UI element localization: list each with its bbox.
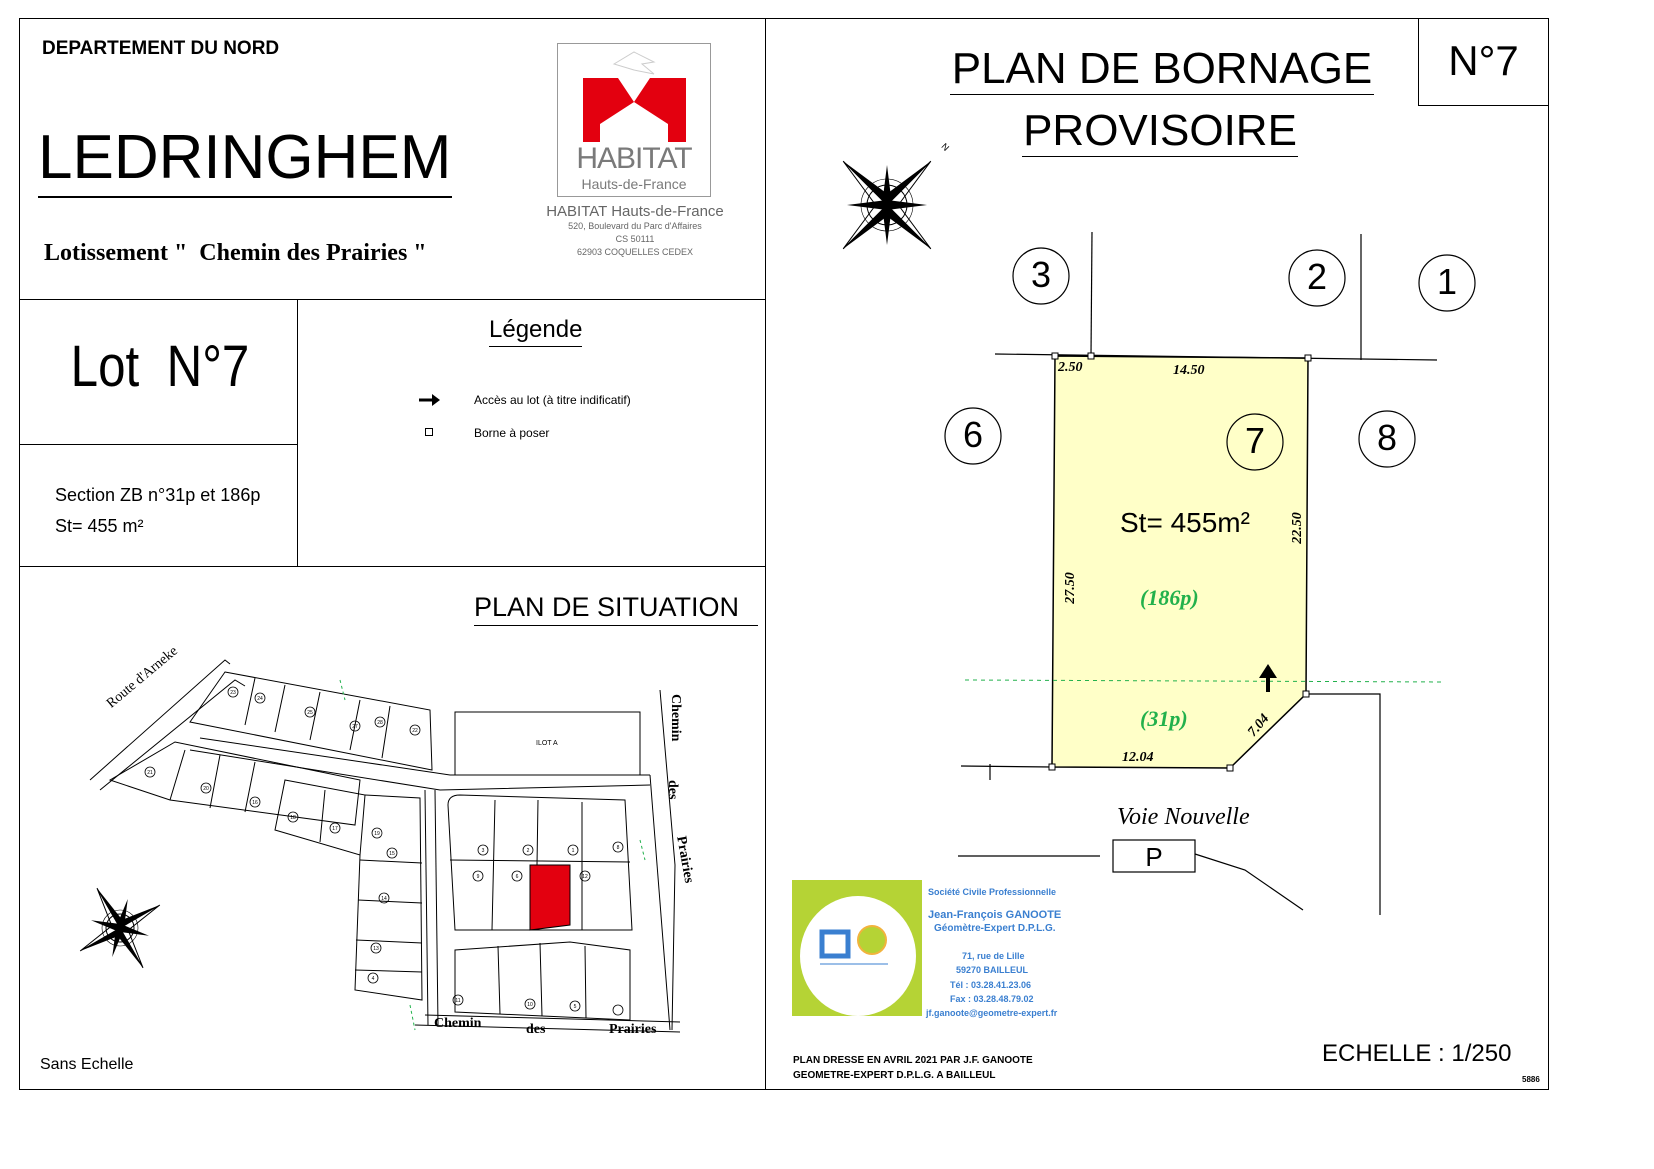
legend-item-marker: Borne à poser (474, 426, 550, 440)
logo-address3: 62903 COQUELLES CEDEX (576, 247, 694, 257)
plan-title-line2: PROVISOIRE (1023, 106, 1297, 155)
label-chemin-top-2: des (665, 780, 680, 800)
department-label: DEPARTEMENT DU NORD (42, 38, 280, 59)
neighbor-8: 8 (1376, 417, 1398, 458)
situation-title: PLAN DE SITUATION (474, 592, 758, 626)
habitat-logo (557, 43, 711, 197)
dim-top: 14.50 (1173, 363, 1205, 378)
footer-line1: PLAN DRESSE EN AVRIL 2021 PAR J.F. GANOOTE (793, 1055, 1033, 1066)
neighbor-6: 6 (962, 414, 984, 455)
logo-company: HABITAT Hauts-de-France (546, 203, 724, 220)
label-chemin-top-3: Prairies (673, 835, 697, 885)
situation-lot-number: 14 (381, 896, 387, 902)
divider-vertical (297, 299, 298, 567)
lot-surface-label: St= 455m² (1120, 507, 1250, 538)
surveyor-city: 59270 BAILLEUL (956, 965, 1029, 975)
situation-lot-number: 8 (616, 845, 620, 851)
surveyor-email: jf.ganoote@geometre-expert.fr (926, 1008, 1058, 1018)
label-ilot-a: ILOT A (536, 740, 558, 747)
north-label: N (939, 141, 952, 153)
surveyor-line1: Société Civile Professionnelle (928, 887, 1057, 897)
legend-arrow-icon (418, 392, 442, 413)
situation-map (70, 650, 690, 1050)
logo-address2: CS 50111 (615, 234, 655, 244)
situation-lot-number: 11 (455, 998, 461, 1004)
surveyor-logo (792, 880, 922, 1016)
situation-lot-number: 15 (389, 851, 395, 857)
situation-lot-number: 20 (203, 786, 209, 792)
situation-lot-number: 19 (374, 831, 380, 837)
situation-lot-number: 28 (377, 720, 383, 726)
logo-brand-line1: HABITAT (576, 142, 692, 175)
neighbor-2: 2 (1306, 256, 1328, 297)
divider-lot (19, 566, 766, 567)
plan-number: N°7 (1448, 37, 1519, 84)
surveyor-fax: Fax : 03.28.48.79.02 (950, 994, 1034, 1004)
surveyor-tel: Tél : 03.28.41.23.06 (950, 980, 1032, 990)
road-voie-nouvelle: Voie Nouvelle (1117, 804, 1250, 830)
parcel-186p: (186p) (1140, 585, 1199, 610)
situation-lot-number: 24 (257, 696, 263, 702)
logo-brand-line2: Hauts-de-France (581, 176, 687, 192)
situation-lot-number: 21 (147, 770, 153, 776)
label-chemin-bottom-3: Prairies (609, 1022, 657, 1037)
cadastral-plan (765, 220, 1549, 940)
situation-lot-number: 10 (527, 1002, 533, 1008)
plan-title-line1: PLAN DE BORNAGE (951, 44, 1373, 93)
surveyor-name: Jean-François GANOOTE (928, 909, 1062, 921)
legend-title: Légende (489, 316, 582, 347)
parking-label: P (1145, 842, 1163, 872)
dim-top-left: 2.50 (1058, 360, 1083, 375)
situation-highlight-lot (530, 865, 570, 930)
subdivision-label: Lotissement " Chemin des Prairies " (44, 240, 427, 266)
legend-item-access: Accès au lot (à titre indificatif) (474, 393, 631, 407)
lot-title: Lot N°7 (70, 334, 250, 399)
commune-title: LEDRINGHEM (38, 120, 452, 198)
logo-address1: 520, Boulevard du Parc d'Affaires (568, 221, 702, 231)
plan-number-box (1418, 18, 1549, 106)
situation-lot-number: 16 (252, 800, 258, 806)
situation-lot-number: 23 (230, 690, 236, 696)
label-chemin-top-1: Chemin (668, 694, 683, 742)
situation-lot-number: 4 (371, 976, 375, 982)
divider-header (19, 299, 766, 300)
lot-section: Section ZB n°31p et 186p (55, 485, 261, 505)
reference-number: 5886 (1522, 1075, 1540, 1084)
situation-lot-number: 27 (352, 724, 358, 730)
scale-label: ECHELLE : 1/250 (1322, 1040, 1512, 1067)
situation-lot-number: 6 (515, 874, 519, 880)
dim-left: 27.50 (1062, 572, 1078, 604)
neighbor-1: 1 (1436, 261, 1458, 302)
dim-right: 22.50 (1289, 512, 1305, 544)
situation-lot-number: 9 (476, 874, 480, 880)
situation-lot-number: 1 (571, 848, 575, 854)
label-chemin-bottom-2: des (526, 1022, 546, 1037)
legend-marker-icon (425, 428, 433, 436)
neighbor-3: 3 (1030, 254, 1052, 295)
parcel-31p: (31p) (1140, 706, 1188, 731)
scale-note: Sans Echelle (40, 1056, 134, 1073)
footer-line2: GEOMETRE-EXPERT D.P.L.G. A BAILLEUL (793, 1070, 996, 1081)
situation-lot-number: 17 (332, 826, 338, 832)
dim-corner: 7.04 (1245, 711, 1273, 740)
situation-lot-number: 22 (412, 728, 418, 734)
situation-lot-number: 5 (573, 1004, 577, 1010)
situation-lot-number: 13 (373, 946, 379, 952)
compass-rose-icon (72, 880, 168, 976)
situation-lot-number: 3 (481, 848, 485, 854)
surveyor-title: Géomètre-Expert D.P.L.G. (934, 923, 1056, 934)
label-route-arneke: Route d'Arneke (104, 643, 181, 712)
situation-lot-number: 18 (290, 815, 296, 821)
situation-lot-number: 2 (526, 848, 530, 854)
surveyor-address: 71, rue de Lille (962, 951, 1025, 961)
lot-surface: St= 455 m² (55, 516, 144, 536)
dim-bottom: 12.04 (1122, 750, 1154, 765)
divider-lot-section (19, 444, 298, 445)
label-chemin-bottom-1: Chemin (434, 1016, 482, 1031)
situation-lot-number: 12 (582, 874, 588, 880)
lot-number-7: 7 (1244, 420, 1266, 461)
surveyor-logo-icon (792, 880, 922, 1016)
habitat-logo-icon (558, 44, 710, 144)
situation-lot-number: 25 (307, 710, 313, 716)
